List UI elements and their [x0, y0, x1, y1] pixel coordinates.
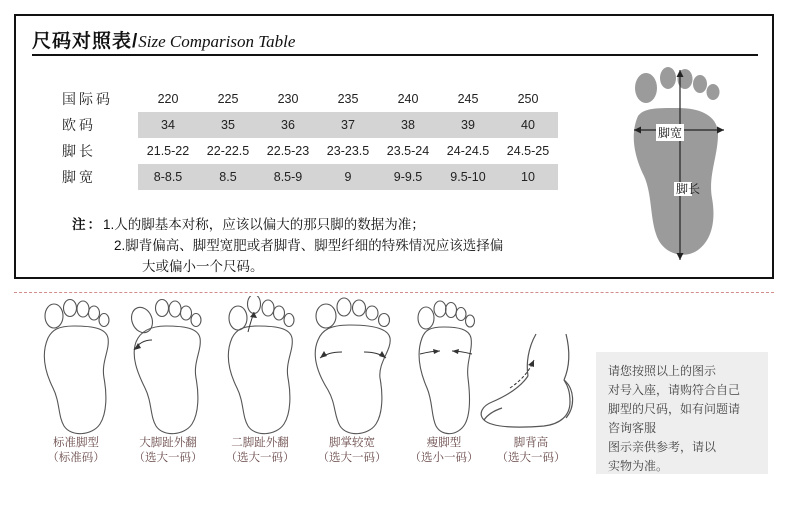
foot-type-big-toe-out-icon — [118, 296, 218, 436]
length-dimension-label: 脚长 — [676, 182, 701, 196]
note-text-3: 大或偏小一个尺码。 — [142, 259, 264, 274]
table-cell: 245 — [438, 86, 498, 112]
footprint-outline-svg — [214, 296, 306, 436]
table-cell: 21.5-22 — [138, 138, 198, 164]
table-cell: 225 — [198, 86, 258, 112]
table-cell: 240 — [378, 86, 438, 112]
foot-type-gallery — [26, 296, 586, 476]
table-cell: 24-24.5 — [438, 138, 498, 164]
foot-type-wide-icon — [302, 296, 402, 436]
row-label: 脚宽 — [60, 164, 138, 190]
notes-label: 注： — [72, 217, 103, 232]
table-cell: 36 — [258, 112, 318, 138]
foot-type-label: 瘦脚型 — [426, 437, 462, 449]
footprint-outline-svg — [30, 296, 122, 436]
foot-type-label: 脚掌较宽 — [329, 437, 375, 449]
table-row — [60, 86, 558, 112]
footprint-outline-svg — [306, 296, 398, 436]
row-label: 欧码 — [60, 112, 138, 138]
table-cell: 9.5-10 — [438, 164, 498, 190]
table-cell: 9-9.5 — [378, 164, 438, 190]
foot-type-standard-icon — [26, 296, 126, 436]
table-cell: 35 — [198, 112, 258, 138]
table-cell: 230 — [258, 86, 318, 112]
info-line-2: 对号入座，请购符合自己 — [608, 383, 741, 397]
footprint-measure-diagram — [612, 64, 762, 274]
table-cell: 22.5-23 — [258, 138, 318, 164]
foot-type-label: 脚背高 — [513, 437, 549, 449]
table-row — [60, 138, 558, 164]
info-line-1: 请您按照以上的图示 — [608, 364, 717, 378]
table-cell: 24.5-25 — [498, 138, 558, 164]
title-divider — [32, 54, 758, 56]
foot-type-second-toe-out-icon — [210, 296, 310, 436]
foot-type-sublabel: （选大一码） — [225, 452, 295, 464]
foot-type-sublabel: （标准码） — [47, 452, 105, 464]
size-table-panel — [14, 14, 774, 279]
foot-type-label: 大脚趾外翻 — [139, 437, 197, 449]
side-foot-outline-svg — [466, 330, 596, 436]
title-english: Size Comparison Table — [138, 32, 296, 51]
table-cell: 9 — [318, 164, 378, 190]
foot-type-big-toe-out — [118, 296, 218, 466]
info-line-4: 咨询客服 — [608, 421, 657, 435]
table-cell: 250 — [498, 86, 558, 112]
row-label: 国际码 — [60, 86, 138, 112]
table-cell: 39 — [438, 112, 498, 138]
title-chinese: 尺码对照表/ — [32, 31, 139, 52]
foot-type-label: 标准脚型 — [53, 437, 99, 449]
width-dimension-label: 脚宽 — [658, 126, 683, 140]
note-line-1 — [72, 214, 503, 235]
table-cell: 8-8.5 — [138, 164, 198, 190]
note-text-2: 2.脚背偏高、脚型宽肥或者脚背、脚型纤细的特殊情况应该选择偏 — [114, 238, 504, 253]
foot-type-label: 二脚趾外翻 — [231, 437, 289, 449]
foot-type-high-instep-icon — [466, 330, 596, 436]
foot-type-sublabel: （选大一码） — [133, 452, 203, 464]
info-note-box — [596, 352, 768, 474]
table-cell: 38 — [378, 112, 438, 138]
table-cell: 40 — [498, 112, 558, 138]
table-cell: 10 — [498, 164, 558, 190]
table-cell: 34 — [138, 112, 198, 138]
footprint-outline-svg — [122, 296, 214, 436]
table-row — [60, 164, 558, 190]
info-line-3: 脚型的尺码，如有问题请 — [608, 402, 741, 416]
table-cell: 235 — [318, 86, 378, 112]
note-text-1: 1.人的脚基本对称，应该以偏大的那只脚的数据为准； — [103, 217, 425, 232]
notes-block — [72, 214, 503, 277]
foot-type-high-instep — [466, 330, 596, 466]
foot-type-sublabel: （选小一码） — [409, 452, 479, 464]
size-table — [60, 86, 558, 190]
table-cell: 23-23.5 — [318, 138, 378, 164]
foot-type-sublabel: （选大一码） — [317, 452, 387, 464]
info-line-6: 实物为准。 — [608, 459, 669, 473]
row-label: 脚长 — [60, 138, 138, 164]
info-line-5: 图示亲供参考，请以 — [608, 440, 717, 454]
table-cell: 22-22.5 — [198, 138, 258, 164]
foot-type-sublabel: （选大一码） — [496, 452, 566, 464]
table-cell: 8.5-9 — [258, 164, 318, 190]
table-cell: 220 — [138, 86, 198, 112]
table-cell: 37 — [318, 112, 378, 138]
foot-type-second-toe-out — [210, 296, 310, 466]
foot-type-wide — [302, 296, 402, 466]
section-divider — [14, 292, 774, 293]
page-title — [32, 26, 295, 53]
table-row — [60, 112, 558, 138]
table-cell: 23.5-24 — [378, 138, 438, 164]
footprint-svg — [612, 64, 762, 274]
table-cell: 8.5 — [198, 164, 258, 190]
foot-type-standard — [26, 296, 126, 466]
